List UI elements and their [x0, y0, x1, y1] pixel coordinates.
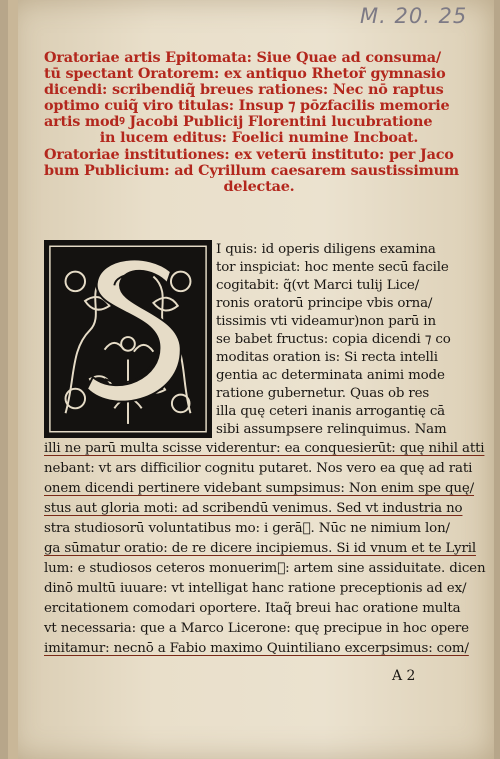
- text-line: ronis oratorū principe vbis orna/: [216, 296, 433, 311]
- text-line: cogitabit: q̃(vt Marci tulij Lice/: [216, 278, 420, 293]
- rubric-line: optimo cuiq̃ viro titulas: Insup ⁊ pōzfacilis memorie: [44, 97, 450, 115]
- rubric-line: tū spectant Oratorem: ex antiquo Rhetor̃ gymnasio: [44, 65, 446, 83]
- text-line: ratione gubernetur. Quas ob res: [216, 386, 430, 401]
- text-line: se babet fructus: copia dicendi ⁊ co: [216, 332, 451, 347]
- rubric-line: delectae.: [223, 177, 295, 195]
- text-line: stus aut gloria moti: ad scribendū venimus. Sed vt industria no: [44, 501, 463, 516]
- text-line: ercitationem comodari oportere. Itaq̃ breui hac oratione multa: [44, 601, 461, 616]
- text-line: illa quę ceteri inanis arrogantię cā: [216, 404, 446, 419]
- floral-initial-icon: [46, 242, 210, 436]
- rubric-line: Oratoriae institutiones: ex veterū instituto: per Jaco: [44, 145, 454, 163]
- rubric-heading: [44, 50, 474, 195]
- text-line: tor inspiciat: hoc mente secū facile: [216, 260, 449, 275]
- page-gutter: [8, 0, 18, 759]
- text-line: illi ne parū multa scisse viderentur: ea conquesierūt: quę nihil atti: [44, 441, 485, 456]
- rubric-line: bum Publicium: ad Cyrillum caesarem saustissimum: [44, 161, 459, 179]
- text-line: sibi assumpsere relinquimus. Nam: [216, 422, 447, 437]
- text-line: vt necessaria: que a Marco Licerone: quę precipue in hoc opere: [44, 621, 469, 636]
- text-line: moditas oration is: Si recta intelli: [216, 350, 438, 365]
- rubric-line: Oratoriae artis Epitomata: Siue Quae ad consuma/: [44, 49, 441, 66]
- shelfmark: M. 20. 25: [360, 4, 468, 28]
- text-line: stra studiosorū voluntatibus mo: i gerā᷒. Nūc ne nimium lon/: [44, 521, 450, 536]
- text-line: tissimis vti videamur)non parū in: [216, 314, 436, 329]
- text-line: dinō multū iuuare: vt intelligat hanc ratione preceptionis ad ex/: [44, 581, 467, 596]
- text-line: nebant: vt ars difficilior cognitu putaret. Nos vero ea quę ad rati: [44, 461, 473, 476]
- signature-mark: A 2: [392, 668, 416, 684]
- text-line: I quis: id operis diligens examina: [216, 242, 436, 257]
- text-line: onem dicendi pertinere videbant sumpsimus: Non enim spe quę/: [44, 481, 475, 496]
- decorated-initial-s: [44, 240, 212, 438]
- rubric-line: artis modꝰ Jacobi Publicij Florentini lucubratione: [44, 113, 433, 131]
- text-line: ga sūmatur oratio: de re dicere incipiemus. Si id vnum et te Lyril: [44, 541, 476, 556]
- rubric-line: in lucem editus: Foelici numine Incboat.: [99, 129, 419, 147]
- book-page: [8, 0, 494, 759]
- text-line: lum: e studiosos ceteros monuerim᷒: artem sine assiduitate. dicen: [44, 561, 486, 576]
- text-line: imitamur: necnō a Fabio maximo Quintiliano excerpsimus: com/: [44, 641, 469, 656]
- text-line: gentia ac determinata animi mode: [216, 368, 445, 383]
- rubric-line: dicendi: scribendiq̃ breues rationes: Nec nō raptus: [44, 81, 444, 99]
